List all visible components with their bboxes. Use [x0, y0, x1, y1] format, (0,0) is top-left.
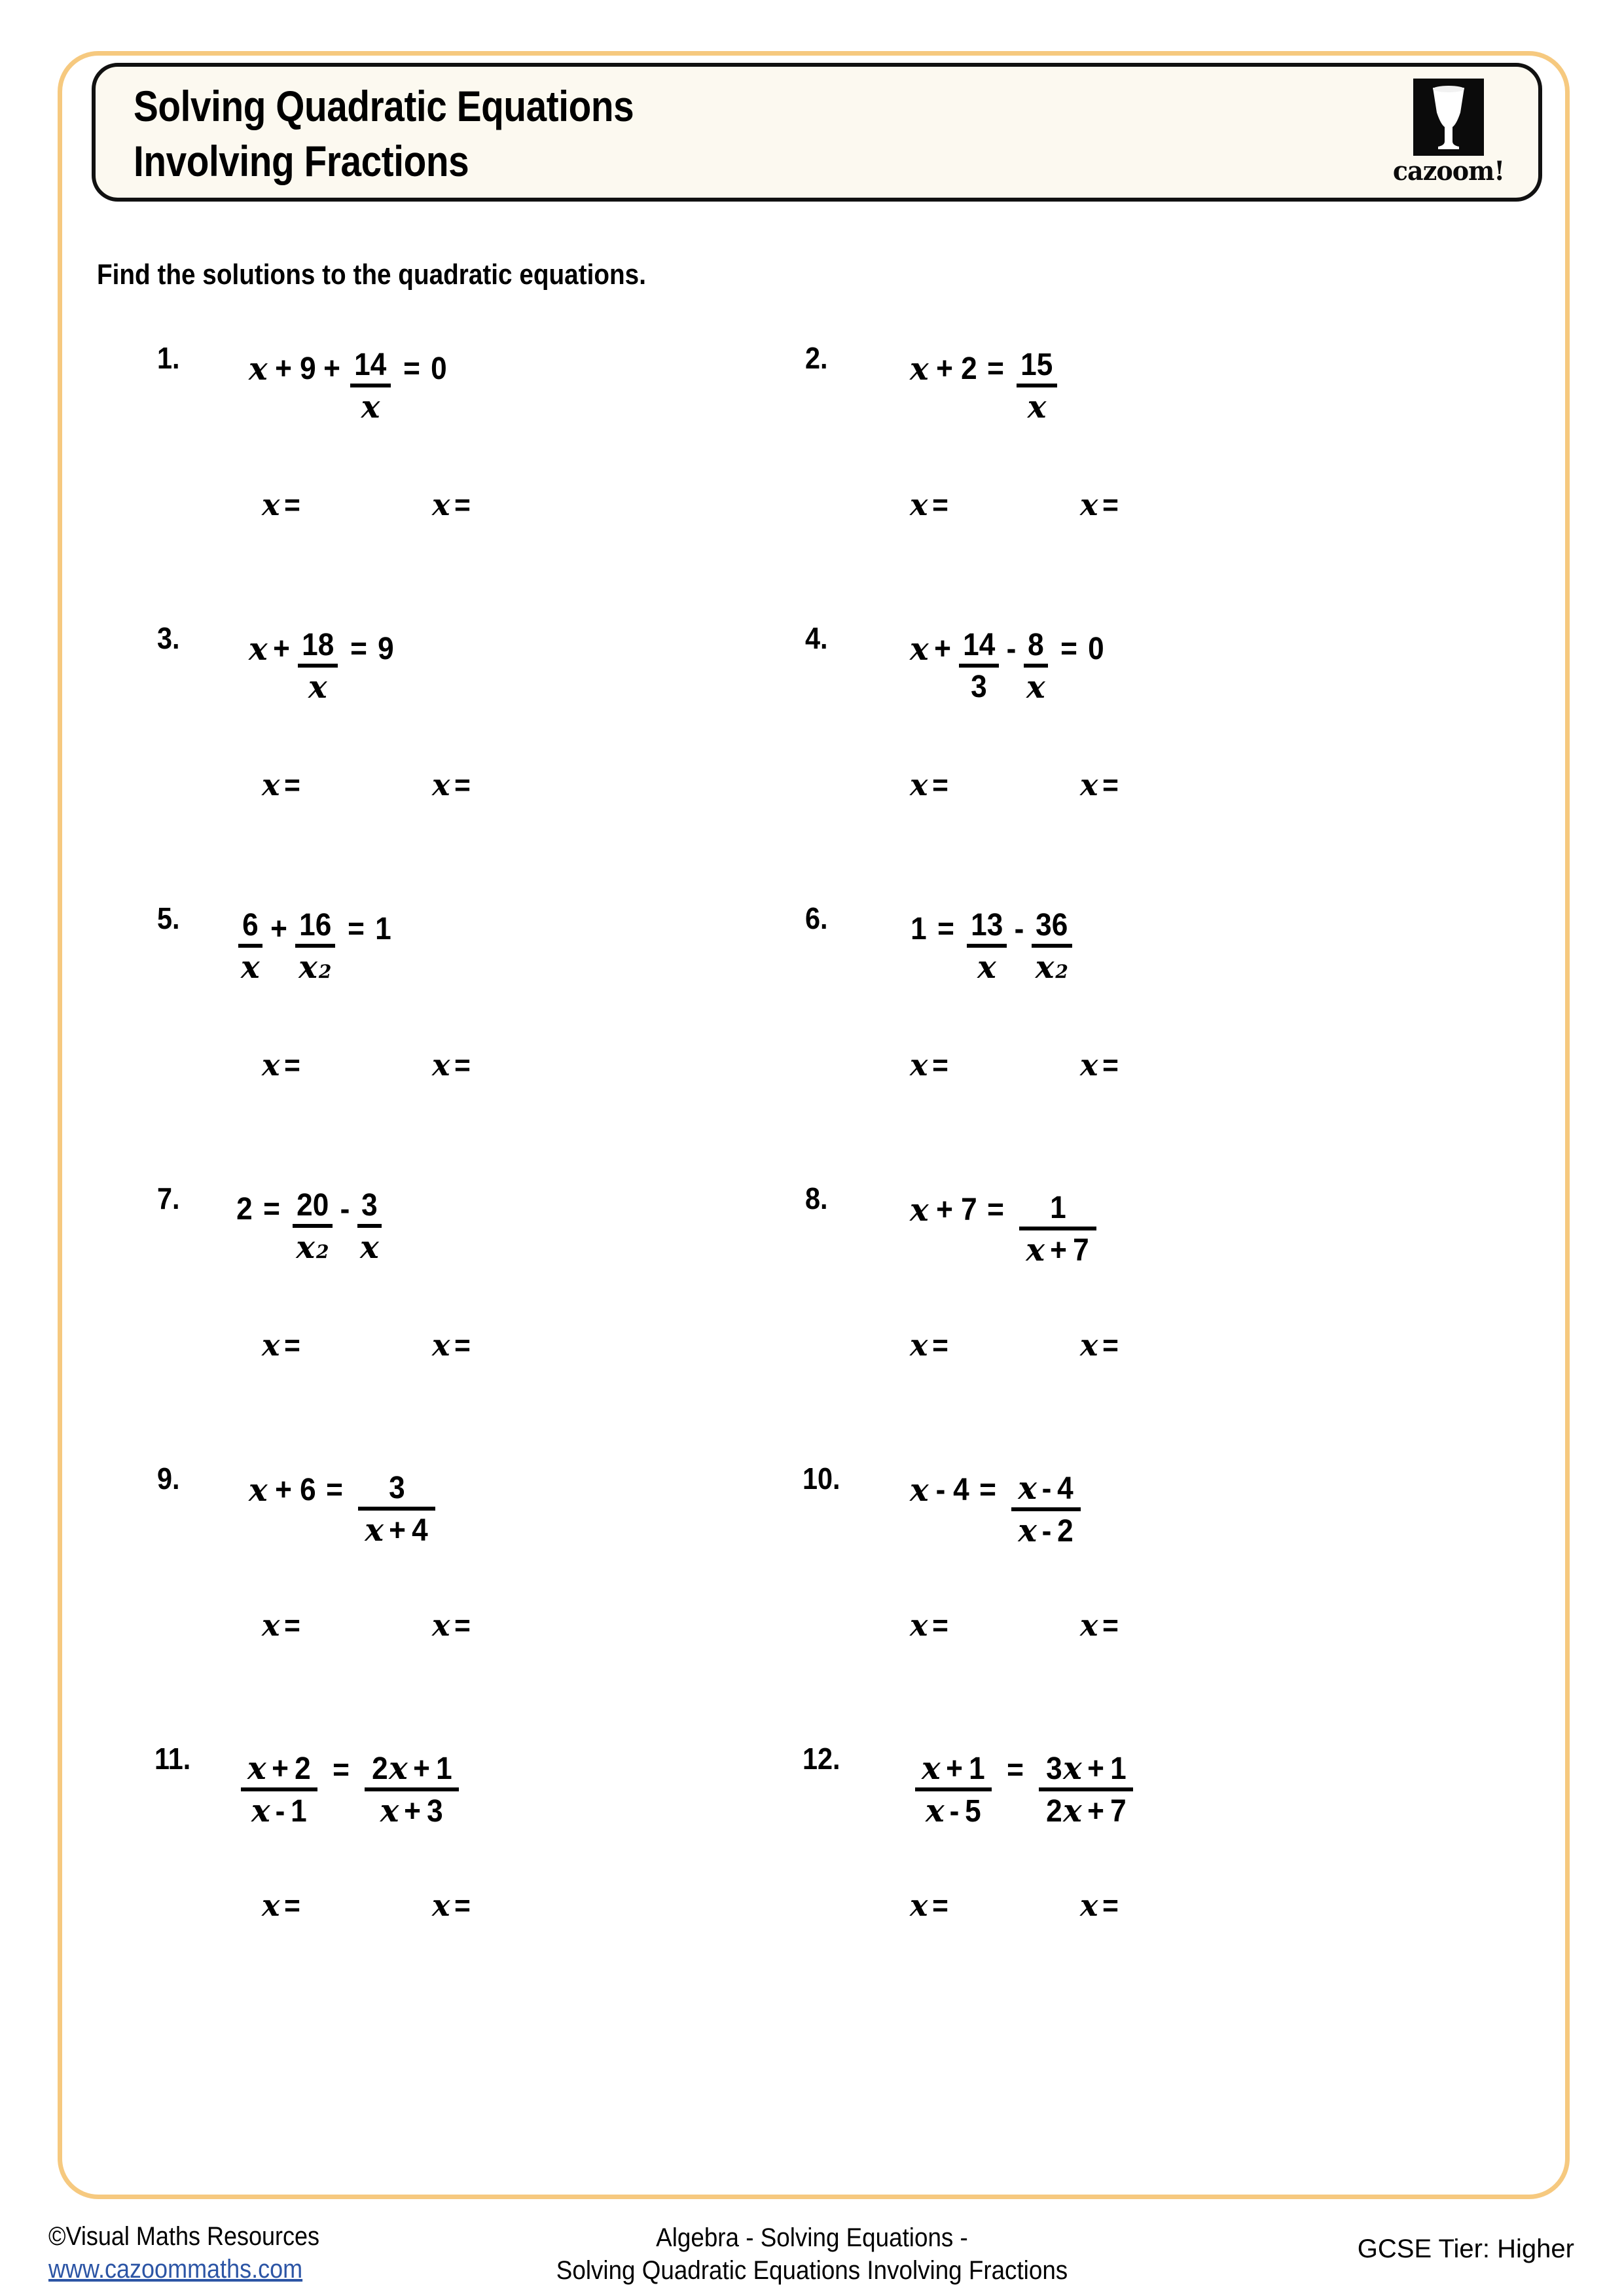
fraction-numerator-coefficient: 2	[372, 1751, 389, 1786]
eq-term: 7	[960, 1192, 977, 1227]
eq-operator: -	[1006, 632, 1017, 666]
answer-variable: x	[1080, 767, 1098, 802]
eq-operator: -	[935, 1473, 945, 1507]
question-9	[157, 1448, 877, 1728]
fraction	[1039, 1750, 1133, 1829]
fraction-numerator: 16	[298, 908, 331, 942]
answer-variable: x	[910, 767, 928, 802]
eq-equals: =	[350, 632, 367, 666]
fraction-denominator-term: x	[1063, 1793, 1082, 1829]
answer-variable: x	[262, 1888, 280, 1923]
eq-equals: =	[333, 1753, 350, 1787]
question-equation	[910, 613, 1104, 706]
answer-slot[interactable]	[910, 487, 949, 522]
fraction	[295, 908, 335, 986]
fraction-denominator-operator: -	[275, 1794, 285, 1829]
fraction-numerator-term: 1	[1110, 1751, 1127, 1786]
answer-slot[interactable]	[910, 1327, 949, 1363]
eq-term: 4	[952, 1473, 969, 1507]
answer-slot[interactable]	[1080, 767, 1119, 802]
fraction-numerator-term: x	[247, 1750, 266, 1787]
eq-term: x	[249, 351, 268, 387]
fraction-numerator: 13	[970, 908, 1003, 942]
eq-equals: =	[1007, 1753, 1024, 1787]
answer-variable: x	[910, 1047, 928, 1083]
footer-topic-line-2: Solving Quadratic Equations Involving Fractions	[556, 2256, 1068, 2285]
fraction-denominator: x	[360, 1229, 379, 1266]
fraction	[1032, 908, 1072, 986]
question-8	[805, 1168, 1525, 1448]
question-number: 4.	[805, 621, 828, 655]
answer-variable: x	[262, 1607, 280, 1643]
eq-equals: =	[262, 1192, 280, 1227]
answer-slots	[805, 1327, 1525, 1376]
title-line-2: Involving Fractions	[134, 137, 469, 185]
answer-slots	[157, 1607, 877, 1656]
answer-slots	[805, 1607, 1525, 1656]
fraction-denominator-term: 2	[1057, 1514, 1074, 1549]
fraction-denominator: x	[1035, 949, 1055, 986]
fraction-numerator-term: x	[922, 1750, 941, 1787]
eq-term: 9	[299, 351, 316, 386]
fraction-denominator-term: x	[380, 1793, 399, 1829]
answer-variable: x	[262, 767, 280, 802]
fraction	[241, 1750, 317, 1829]
eq-operator: +	[274, 351, 292, 386]
answer-slot[interactable]	[910, 1888, 949, 1923]
question-10	[805, 1448, 1525, 1728]
eq-term: 6	[299, 1472, 316, 1507]
fraction-denominator: x	[241, 949, 260, 986]
question-12	[805, 1728, 1525, 2008]
fraction-denominator: 3	[971, 670, 987, 704]
fraction-denominator: x	[1026, 669, 1045, 706]
fraction-numerator: 15	[1020, 348, 1053, 382]
fraction-denominator-term: 7	[1110, 1794, 1127, 1829]
answer-slots	[157, 487, 877, 535]
answer-variable: x	[262, 1327, 280, 1363]
question-number: 12.	[803, 1742, 840, 1776]
fraction-numerator-term: x	[1063, 1750, 1082, 1787]
question-equation	[236, 893, 392, 986]
fraction-numerator-term: 4	[1057, 1471, 1074, 1506]
fraction	[1019, 1193, 1096, 1266]
fraction-denominator-operator: +	[1087, 1794, 1104, 1829]
answer-equals: =	[454, 1888, 471, 1922]
question-row	[0, 1448, 1624, 1728]
fraction-numerator-term: 1	[435, 1751, 452, 1786]
eq-equals: =	[937, 912, 954, 946]
fraction-denominator: x	[308, 669, 327, 706]
fraction-denominator-term: 3	[427, 1794, 444, 1829]
tier-label: GCSE Tier: Higher	[1357, 2234, 1574, 2263]
eq-operator: +	[274, 1472, 292, 1507]
fraction-denominator-operator: +	[1050, 1233, 1067, 1268]
fraction-denominator: x	[296, 1229, 315, 1266]
fraction-numerator-operator: +	[412, 1751, 430, 1786]
answer-slot[interactable]	[262, 767, 301, 802]
page-title	[134, 79, 1246, 188]
eq-equals: =	[979, 1473, 997, 1507]
answer-slot[interactable]	[432, 767, 471, 802]
answer-slot[interactable]	[1080, 1047, 1119, 1083]
answer-equals: =	[1102, 1608, 1119, 1642]
eq-term: x	[249, 631, 268, 668]
answer-variable: x	[910, 487, 928, 522]
eq-operator: -	[1014, 912, 1024, 946]
fraction-numerator-operator: -	[1041, 1471, 1052, 1506]
fraction-denominator-term: x	[251, 1793, 270, 1829]
fraction	[365, 1750, 459, 1829]
fraction-numerator-term: 1	[968, 1751, 985, 1786]
fraction-numerator: 18	[301, 628, 334, 662]
exponent: 2	[316, 1241, 329, 1263]
answer-slots	[805, 487, 1525, 535]
fraction-numerator: 20	[296, 1188, 329, 1223]
eq-equals: =	[987, 1192, 1005, 1227]
eq-operator: +	[933, 632, 951, 666]
question-row	[0, 888, 1624, 1168]
eq-equals: =	[987, 351, 1005, 386]
eq-operator: -	[340, 1192, 350, 1227]
answer-slot[interactable]	[262, 1607, 301, 1643]
fraction	[915, 1750, 992, 1829]
answer-equals: =	[1102, 768, 1119, 802]
fraction-denominator-operator: -	[1041, 1514, 1052, 1549]
eq-term: 0	[430, 351, 447, 386]
answer-variable: x	[1080, 1327, 1098, 1363]
eq-term: 1	[911, 912, 927, 946]
question-number: 7.	[157, 1181, 180, 1215]
fraction-denominator-term: 4	[412, 1513, 428, 1548]
question-5	[157, 888, 877, 1168]
question-number: 11.	[154, 1742, 191, 1776]
question-3	[157, 607, 877, 888]
question-number: 10.	[803, 1462, 840, 1496]
answer-variable: x	[432, 767, 450, 802]
fraction	[238, 908, 262, 986]
question-number: 9.	[157, 1462, 180, 1496]
fraction-numerator-operator: +	[945, 1751, 963, 1786]
answer-variable: x	[432, 1888, 450, 1923]
answer-equals: =	[454, 768, 471, 802]
answer-variable: x	[432, 1327, 450, 1363]
answer-slot[interactable]	[910, 1047, 949, 1083]
exponent: 2	[1055, 961, 1068, 982]
eq-equals: =	[403, 351, 420, 386]
answer-slot[interactable]	[1080, 1327, 1119, 1363]
fraction-numerator-operator: +	[1087, 1751, 1104, 1786]
fraction-numerator-operator: +	[271, 1751, 289, 1786]
eq-equals: =	[348, 912, 365, 946]
worksheet-footer	[0, 2220, 1624, 2296]
answer-equals: =	[932, 488, 949, 522]
fraction-denominator-operator: +	[404, 1794, 422, 1829]
answer-variable: x	[432, 1047, 450, 1083]
question-number: 1.	[157, 341, 180, 375]
fraction-denominator-operator: -	[949, 1794, 959, 1829]
fraction	[967, 908, 1007, 986]
fraction-numerator: 6	[242, 908, 259, 942]
fraction-numerator: 36	[1036, 908, 1068, 942]
answer-variable: x	[432, 1607, 450, 1643]
question-6	[805, 888, 1525, 1168]
eq-term: x	[910, 1191, 929, 1229]
answer-equals: =	[284, 1048, 301, 1082]
question-row	[0, 1728, 1624, 2008]
answer-equals: =	[454, 1608, 471, 1642]
question-equation	[249, 613, 395, 706]
answer-slot[interactable]	[1080, 1888, 1119, 1923]
answer-equals: =	[932, 768, 949, 802]
eq-term: 0	[1087, 632, 1104, 666]
answer-slot[interactable]	[1080, 487, 1119, 522]
question-equation	[910, 1453, 1086, 1549]
fraction	[1017, 350, 1056, 423]
fraction-numerator-term: x	[1018, 1470, 1037, 1507]
answer-equals: =	[932, 1328, 949, 1362]
fraction-numerator: 14	[962, 628, 995, 662]
answer-slot[interactable]	[262, 1327, 301, 1363]
eq-term: x	[910, 1472, 929, 1509]
fraction-numerator-coefficient: 3	[1046, 1751, 1063, 1786]
answer-variable: x	[1080, 487, 1098, 522]
logo-wordmark: cazoom!	[1392, 156, 1505, 187]
footer-topic-line-1: Algebra - Solving Equations -	[656, 2223, 968, 2252]
answer-variable: x	[910, 1607, 928, 1643]
question-equation	[910, 1173, 1102, 1268]
fraction-denominator: x	[361, 389, 380, 425]
fraction	[1011, 1470, 1080, 1549]
instruction-text: Find the solutions to the quadratic equations.	[97, 259, 646, 291]
answer-slot[interactable]	[910, 767, 949, 802]
answer-slots	[157, 1327, 877, 1376]
eq-operator: +	[270, 912, 287, 946]
question-number: 3.	[157, 621, 180, 655]
eq-equals: =	[1060, 632, 1077, 666]
answer-slots	[805, 1047, 1525, 1096]
eq-term: 1	[375, 912, 391, 946]
answer-slot[interactable]	[1080, 1607, 1119, 1643]
eq-term: 2	[236, 1192, 253, 1227]
eq-term: 2	[960, 351, 977, 386]
fraction	[350, 350, 390, 423]
answer-slot[interactable]	[910, 1607, 949, 1643]
fraction-denominator-term: 1	[290, 1794, 307, 1829]
question-equation	[236, 1173, 384, 1266]
answer-variable: x	[1080, 1607, 1098, 1643]
answer-equals: =	[932, 1608, 949, 1642]
fraction-numerator-term: 2	[294, 1751, 311, 1786]
answer-equals: =	[454, 488, 471, 522]
answer-variable: x	[1080, 1888, 1098, 1923]
answer-slots	[157, 1047, 877, 1096]
answer-equals: =	[284, 1888, 301, 1922]
answer-equals: =	[284, 1328, 301, 1362]
answer-variable: x	[910, 1888, 928, 1923]
fraction	[357, 1188, 382, 1266]
answer-equals: =	[932, 1048, 949, 1082]
eq-term: x	[910, 631, 929, 668]
fraction-denominator-term: x	[365, 1512, 384, 1549]
fraction-denominator-term: x	[1018, 1513, 1037, 1549]
fraction-denominator-term: 5	[964, 1794, 981, 1829]
question-equation	[236, 1733, 464, 1829]
answer-variable: x	[432, 487, 450, 522]
question-1	[157, 327, 877, 607]
question-4	[805, 607, 1525, 888]
answer-variable: x	[1080, 1047, 1098, 1083]
fraction-denominator-coefficient: 2	[1046, 1794, 1063, 1829]
answer-slot[interactable]	[432, 1047, 471, 1083]
fraction	[1024, 628, 1048, 706]
answer-equals: =	[284, 768, 301, 802]
fraction	[959, 630, 999, 703]
answer-slot[interactable]	[262, 1047, 301, 1083]
question-equation	[249, 332, 448, 425]
eq-term: x	[249, 1471, 268, 1509]
answer-equals: =	[1102, 488, 1119, 522]
eq-equals: =	[326, 1472, 344, 1507]
answer-slot[interactable]	[262, 1888, 301, 1923]
question-equation	[910, 332, 1060, 425]
question-grid	[0, 327, 1624, 2008]
fraction-denominator: x	[977, 949, 996, 986]
answer-slots	[157, 1890, 877, 1936]
question-11	[154, 1728, 877, 2008]
fraction-denominator: x	[1027, 389, 1047, 425]
eq-operator: +	[935, 1192, 953, 1227]
answer-slot[interactable]	[262, 487, 301, 522]
answer-variable: x	[262, 1047, 280, 1083]
answer-slot[interactable]	[432, 1607, 471, 1643]
answer-equals: =	[1102, 1888, 1119, 1922]
question-number: 6.	[805, 901, 828, 935]
answer-slot[interactable]	[432, 1888, 471, 1923]
worksheet-header	[92, 63, 1542, 202]
answer-slots	[157, 767, 877, 816]
question-equation	[910, 893, 1075, 986]
fraction-denominator-operator: +	[389, 1513, 406, 1548]
fraction-numerator: 14	[354, 348, 387, 382]
answer-slots	[805, 1890, 1525, 1936]
fraction-denominator-term: 7	[1073, 1233, 1089, 1268]
eq-operator: +	[323, 351, 341, 386]
question-number: 8.	[805, 1181, 828, 1215]
djembe-drum-icon	[1413, 79, 1484, 156]
eq-operator: +	[272, 632, 290, 666]
question-row	[0, 607, 1624, 888]
fraction-denominator-term: x	[926, 1793, 945, 1829]
question-row	[0, 1168, 1624, 1448]
fraction-denominator: x	[298, 949, 317, 986]
question-2	[805, 327, 1525, 607]
fraction-numerator: 3	[361, 1188, 378, 1223]
question-equation	[249, 1453, 441, 1549]
answer-equals: =	[284, 488, 301, 522]
question-row	[0, 327, 1624, 607]
title-line-1: Solving Quadratic Equations	[134, 82, 634, 130]
website-link[interactable]: www.cazoommaths.com	[48, 2255, 303, 2284]
answer-slot[interactable]	[432, 487, 471, 522]
fraction-numerator-term: x	[389, 1750, 408, 1787]
question-number: 2.	[805, 341, 828, 375]
answer-equals: =	[454, 1048, 471, 1082]
answer-equals: =	[932, 1888, 949, 1922]
question-number: 5.	[157, 901, 180, 935]
fraction	[293, 1188, 333, 1266]
eq-term: x	[910, 351, 929, 387]
fraction	[358, 1473, 435, 1547]
fraction-denominator-term: x	[1026, 1232, 1045, 1268]
eq-operator: +	[935, 351, 953, 386]
fraction	[298, 628, 338, 706]
answer-slots	[805, 767, 1525, 816]
answer-equals: =	[1102, 1328, 1119, 1362]
fraction-numerator: 8	[1028, 628, 1044, 662]
answer-slot[interactable]	[432, 1327, 471, 1363]
answer-variable: x	[262, 487, 280, 522]
answer-equals: =	[284, 1608, 301, 1642]
exponent: 2	[318, 961, 332, 982]
question-7	[157, 1168, 877, 1448]
cazoom-logo	[1386, 79, 1511, 195]
answer-equals: =	[454, 1328, 471, 1362]
question-equation	[910, 1733, 1138, 1829]
answer-equals: =	[1102, 1048, 1119, 1082]
eq-term: 9	[378, 632, 394, 666]
fraction-numerator: 1	[1049, 1191, 1066, 1225]
copyright-text: ©Visual Maths Resources	[48, 2222, 320, 2251]
fraction-numerator: 3	[388, 1471, 405, 1505]
answer-variable: x	[910, 1327, 928, 1363]
